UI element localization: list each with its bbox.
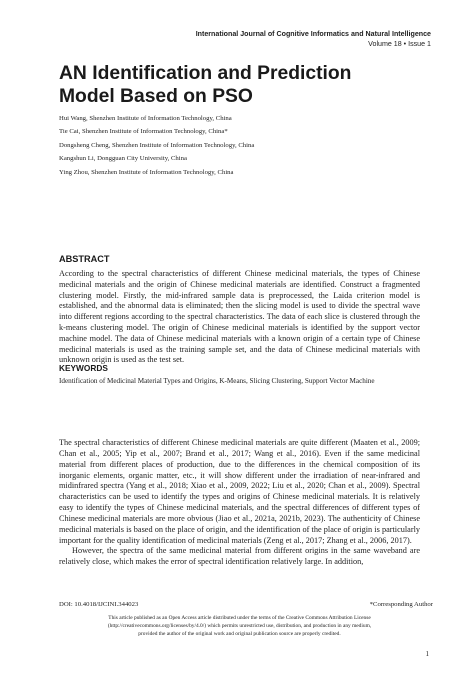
- author-list: [59, 112, 439, 180]
- journal-name: International Journal of Cognitive Informatics and Natural Intelligence: [195, 30, 431, 38]
- license-line-2[interactable]: (http://creativecommons.org/licenses/by/4.0/) which permits unrestricted use, distribution, and production in any medium,: [107, 622, 372, 629]
- doi-link[interactable]: DOI: 10.4018/IJCINI.344023: [59, 601, 139, 608]
- body-paragraph-2: However, the spectra of the same medicinal material from different origins in the same waveband are relatively close, which makes the error of spectral identification relatively large. In addition,: [59, 546, 420, 567]
- keywords-heading: KEYWORDS: [59, 362, 108, 373]
- author-1: Hui Wang, Shenzhen Institute of Information Technology, China: [59, 114, 232, 122]
- volume-issue: Volume 18 • Issue 1: [368, 39, 431, 48]
- body-paragraph-1: The spectral characteristics of different Chinese medicinal materials are quite different (Maaten et al., 2009; Chan et al., 2005; Yip et al., 2007; Brand et al., 2017; Wang et al., 2016). Even if the same medicinal material from different places of production, due to the differences in the chemical composition of its inorganic elements, organic matter, etc., it will show different under the irradiation of near-infrared and midinfrared spectra (Yang et al., 2018; Xiao et al., 2009, 2022; Liu et al., 2020; Chan et al., 2009). Spectral characteristics can be used to identify the types and origins of Chinese medicinal materials. It is relatively easy to identify the types of Chinese medicinal materials, and the spectral differences of different types of Chinese medicinal materials are more obvious (Jiao et al., 2021a, 2021b, 2023). The authenticity of Chinese medicinal materials is based on the place of origin, and the identification of the place of origin is particularly important for the quality identification of medicinal materials (Zeng et al., 2017; Zhang et al., 2006, 2017).: [59, 438, 420, 545]
- author-4: Kangshun Li, Dongguan City University, China: [59, 155, 187, 162]
- author-5: Ying Zhou, Shenzhen Institute of Information Technology, China: [59, 168, 234, 176]
- license-line-1: This article published as an Open Access article distributed under the terms of the Creative Commons Attribution License: [108, 615, 371, 621]
- license-line-3: provided the author of the original work and original publication source are properly credited.: [138, 630, 341, 637]
- author-3: Dongsheng Cheng, Shenzhen Institute of Information Technology, China: [59, 141, 255, 149]
- body-text: [59, 438, 420, 568]
- abstract-heading: ABSTRACT: [59, 254, 110, 264]
- license-notice: [59, 615, 420, 639]
- corresponding-author-note: *Corresponding Author: [369, 601, 433, 608]
- paper-title: [59, 63, 439, 108]
- journal-header: [196, 30, 431, 49]
- title-line-1: AN Identification and Prediction: [59, 63, 352, 84]
- author-2: Tie Cai, Shenzhen Institute of Information Technology, China*: [59, 128, 228, 135]
- abstract-text: According to the spectral characteristics of different Chinese medicinal materials, the types of Chinese medicinal materials and the origin of Chinese medicinal materials are identified. Construct a fragmented clustering model. Firstly, the mid-infrared sample data is preprocessed, the Laida criterion model is established, and the abnormal data is eliminated; then the slicing model is used to divide the spectral wave into different regions according to the spectral characteristics. The data of each slice is clustered through the k-means clustering model. The origin of Chinese medicinal materials is identified by the support vector machine model. The data of Chinese medicinal materials with a known origin of a certain type of Chinese medicinal materials is used as the training sample set, and the data of Chinese medicinal materials with unknown origin is used as the test set.: [59, 269, 420, 365]
- page-number: 1: [425, 650, 429, 658]
- keywords-text: Identification of Medicinal Material Types and Origins, K-Means, Slicing Clustering, Support Vector Machine: [59, 376, 375, 385]
- title-line-2: Model Based on PSO: [59, 85, 253, 107]
